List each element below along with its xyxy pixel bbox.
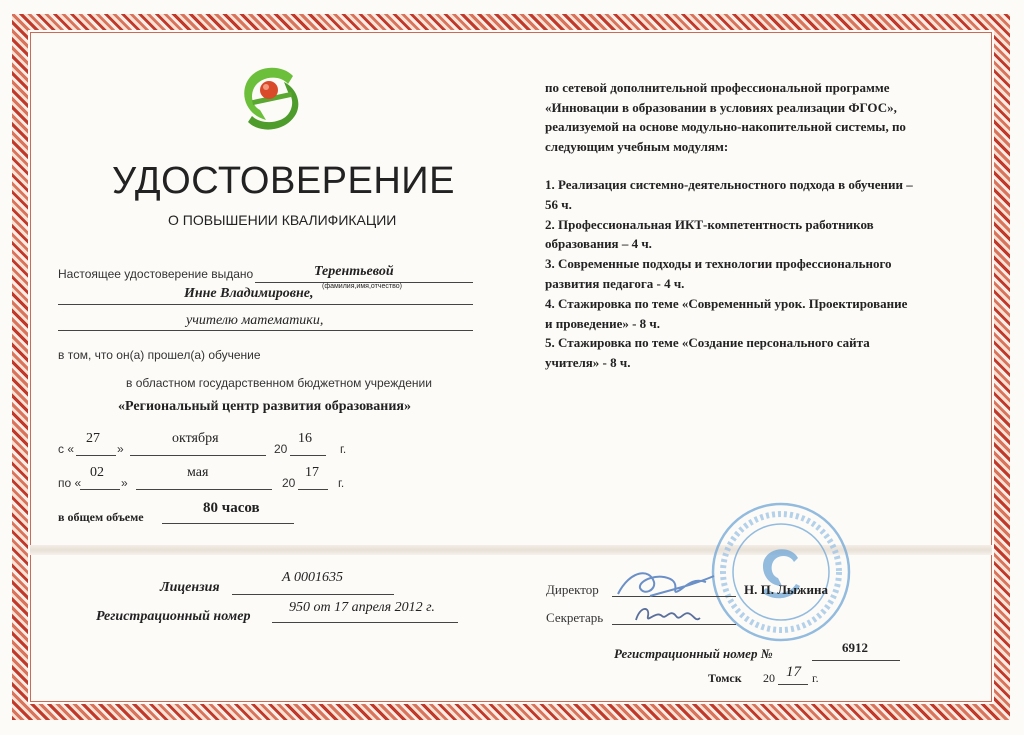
cert-reg-line	[812, 660, 900, 661]
license-label: Лицензия	[160, 580, 220, 595]
to-day: 02	[90, 465, 104, 480]
issued-label: Настоящее удостоверение выдано	[58, 267, 254, 281]
first-names-line	[58, 304, 473, 305]
module-line: 1. Реализация системно-деятельностного подхода в обучении –	[545, 177, 913, 192]
from-quote: »	[117, 442, 124, 456]
to-prefix: по «	[58, 476, 82, 490]
from-day-line	[76, 455, 116, 456]
to-month-line	[136, 489, 272, 490]
director-label: Директор	[546, 582, 599, 597]
from-year: 16	[298, 431, 312, 446]
to-year-line	[298, 489, 328, 490]
module-line: развития педагога - 4 ч.	[545, 275, 685, 291]
logo-icon	[238, 62, 304, 132]
volume-value: 80 часов	[203, 500, 260, 516]
volume-line	[162, 523, 294, 524]
issue-year: 17	[786, 664, 801, 680]
module-item	[545, 333, 913, 373]
from-month: октября	[172, 431, 219, 446]
institution-prefix: в областном государственном бюджетном учреждении	[126, 376, 432, 390]
document-title: УДОСТОВЕРЕНИЕ	[112, 160, 455, 202]
program-text	[545, 78, 906, 156]
to-year: 17	[305, 465, 319, 480]
name-hint: (фамилия,имя,отчество)	[322, 283, 402, 290]
director-name: Н. П. Лыжина	[744, 582, 828, 597]
first-names: Инне Владимировне,	[184, 286, 314, 301]
surname: Терентьевой	[314, 264, 394, 279]
module-line: образования – 4 ч.	[545, 236, 652, 252]
module-line: 4. Стажировка по теме «Современный урок. Проектирование	[545, 295, 908, 311]
to-quote: »	[121, 476, 128, 490]
volume-label: в общем объеме	[58, 510, 144, 524]
issue-year-suffix: г.	[812, 671, 819, 685]
program-line: реализуемой на основе модульно-накопительной системы, по	[545, 119, 906, 134]
institution-name: «Региональный центр развития образования»	[118, 399, 412, 414]
from-year-line	[290, 455, 326, 456]
program-line: «Инновации в образовании в условиях реализации ФГОС»,	[545, 99, 897, 115]
modules-list	[545, 175, 913, 373]
license-line	[232, 594, 394, 595]
training-text: в том, что он(а) прошел(а) обучение	[58, 348, 261, 362]
module-line: 2. Профессиональная ИКТ-компетентность работников	[545, 216, 874, 232]
cert-reg-label: Регистрационный номер №	[614, 646, 773, 661]
from-prefix: с «	[58, 442, 75, 456]
license-value: А 0001635	[282, 570, 344, 585]
module-line: учителя» - 8 ч.	[545, 355, 631, 371]
cert-reg-value: 6912	[842, 640, 868, 655]
signature-icon	[630, 598, 702, 630]
reg-line	[272, 622, 458, 623]
module-item	[545, 254, 913, 294]
issue-year-prefix: 20	[763, 671, 775, 685]
position: учителю математики,	[186, 313, 324, 328]
position-line	[58, 330, 473, 331]
module-item	[545, 215, 913, 255]
program-line: по сетевой дополнительной профессиональной программе	[545, 80, 890, 95]
to-day-line	[80, 489, 120, 490]
module-item	[545, 294, 913, 334]
reg-value: 950 от 17 апреля 2012 г.	[289, 600, 435, 615]
to-year-suffix: г.	[338, 476, 345, 490]
module-line: 56 ч.	[545, 196, 572, 212]
from-year-suffix: г.	[340, 442, 347, 456]
module-line: 5. Стажировка по теме «Создание персонального сайта	[545, 335, 870, 351]
from-month-line	[130, 455, 266, 456]
issue-year-line	[778, 684, 808, 685]
from-day: 27	[86, 431, 100, 446]
city: Томск	[708, 671, 742, 685]
reg-label: Регистрационный номер	[96, 609, 251, 624]
module-line: и проведение» - 8 ч.	[545, 315, 661, 331]
module-line: 3. Современные подходы и технологии профессионального	[545, 256, 892, 272]
program-line: следующим учебным модулям:	[545, 138, 729, 154]
to-month: мая	[187, 465, 209, 480]
from-year-prefix: 20	[274, 442, 288, 456]
secretary-label: Секретарь	[546, 610, 604, 625]
module-item	[545, 175, 913, 215]
document-subtitle: О ПОВЫШЕНИИ КВАЛИФИКАЦИИ	[168, 212, 397, 228]
to-year-prefix: 20	[282, 476, 296, 490]
